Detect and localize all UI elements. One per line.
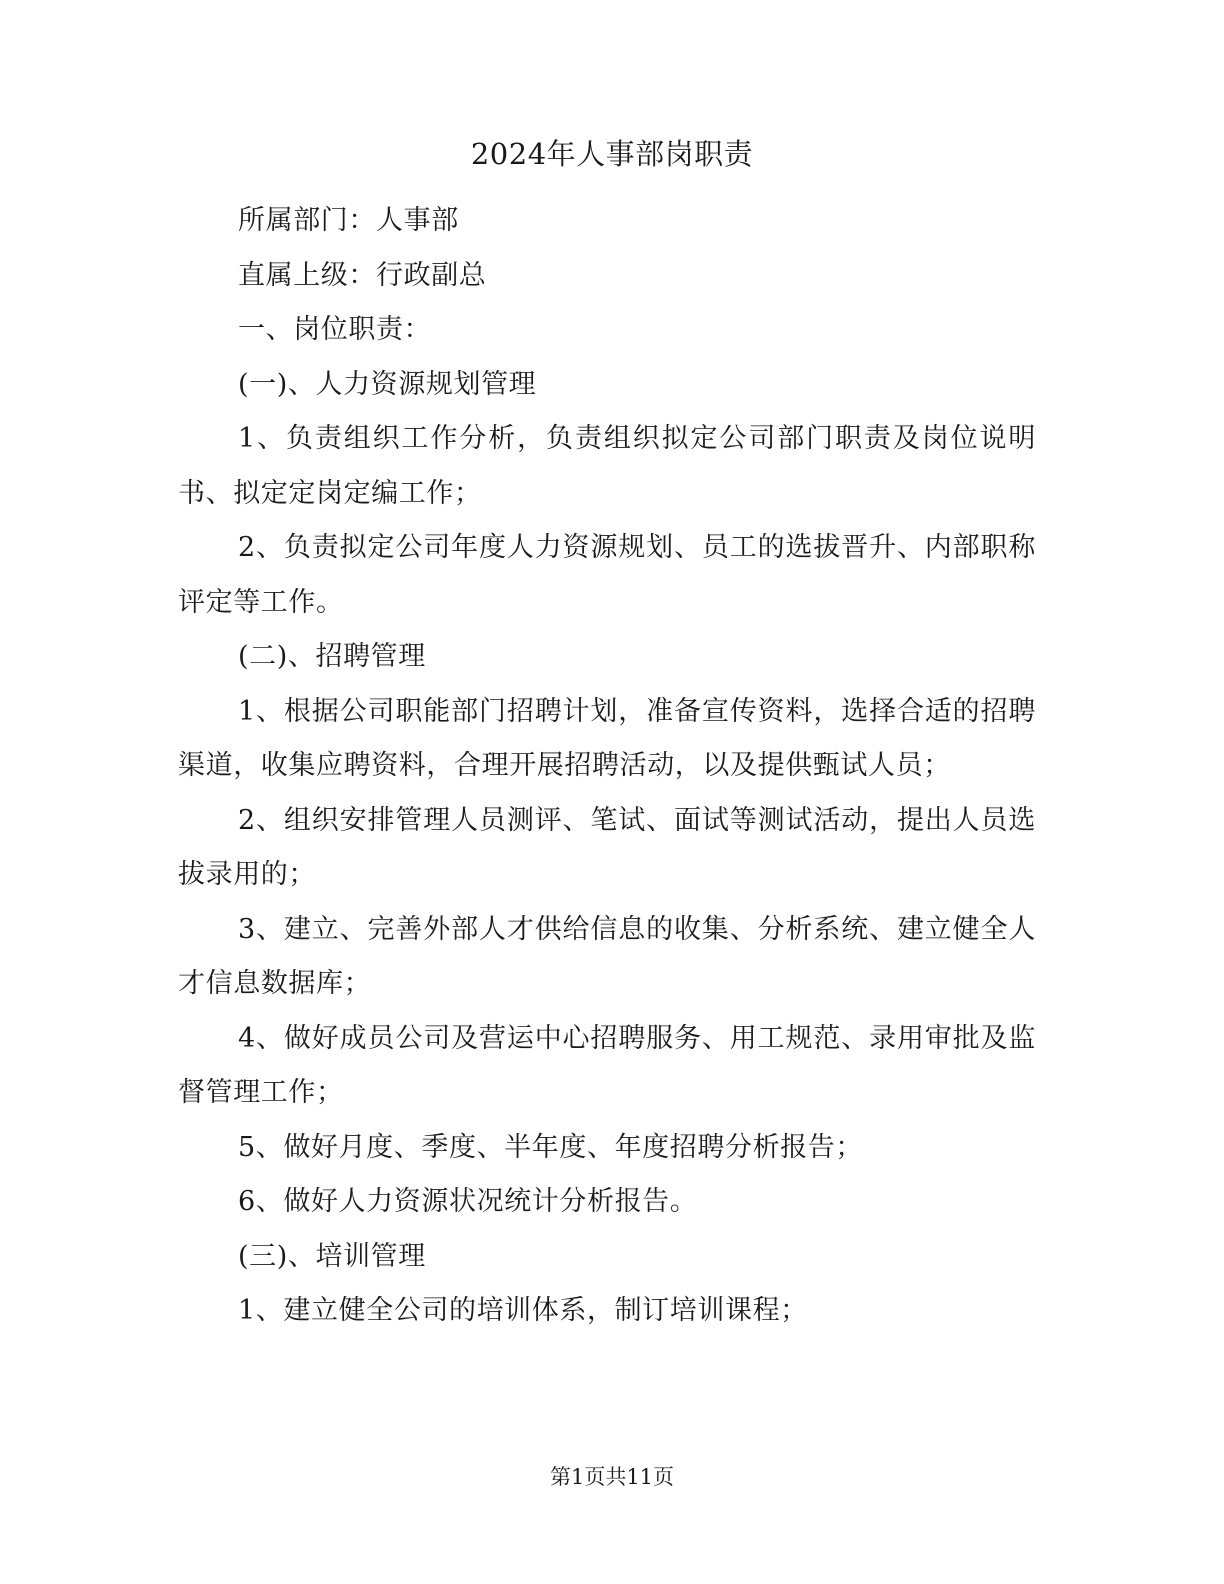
paragraph: 3、建立、完善外部人才供给信息的收集、分析系统、建立健全人才信息数据库； <box>178 913 1036 999</box>
paragraph: 1、建立健全公司的培训体系，制订培训课程； <box>238 1295 808 1326</box>
document-body <box>178 194 1036 1339</box>
subsection-heading: (二)、招聘管理 <box>238 641 426 672</box>
paragraph: 1、负责组织工作分析，负责组织拟定公司部门职责及岗位说明书、拟定定岗定编工作； <box>178 423 1036 509</box>
paragraph: 1、根据公司职能部门招聘计划，准备宣传资料，选择合适的招聘渠道，收集应聘资料，合理开展招聘活动，以及提供甄试人员； <box>178 695 1036 781</box>
section-heading: 一、岗位职责： <box>238 314 432 345</box>
page-number-footer: 第1页共11页 <box>549 1465 675 1489</box>
subsection-heading: (一)、人力资源规划管理 <box>238 368 537 400</box>
paragraph: 6、做好人力资源状况统计分析报告。 <box>238 1186 698 1217</box>
subsection-heading: (三)、培训管理 <box>238 1240 426 1272</box>
paragraph: 所属部门：人事部 <box>238 205 459 236</box>
paragraph: 4、做好成员公司及营运中心招聘服务、用工规范、录用审批及监督管理工作； <box>178 1022 1036 1108</box>
paragraph: 2、组织安排管理人员测评、笔试、面试等测试活动，提出人员选拔录用的； <box>178 804 1036 890</box>
paragraph: 5、做好月度、季度、半年度、年度招聘分析报告； <box>238 1131 863 1163</box>
paragraph: 直属上级：行政副总 <box>238 259 487 291</box>
document-title: 2024年人事部岗职责 <box>470 137 754 171</box>
paragraph: 2、负责拟定公司年度人力资源规划、员工的选拔晋升、内部职称评定等工作。 <box>178 532 1036 618</box>
